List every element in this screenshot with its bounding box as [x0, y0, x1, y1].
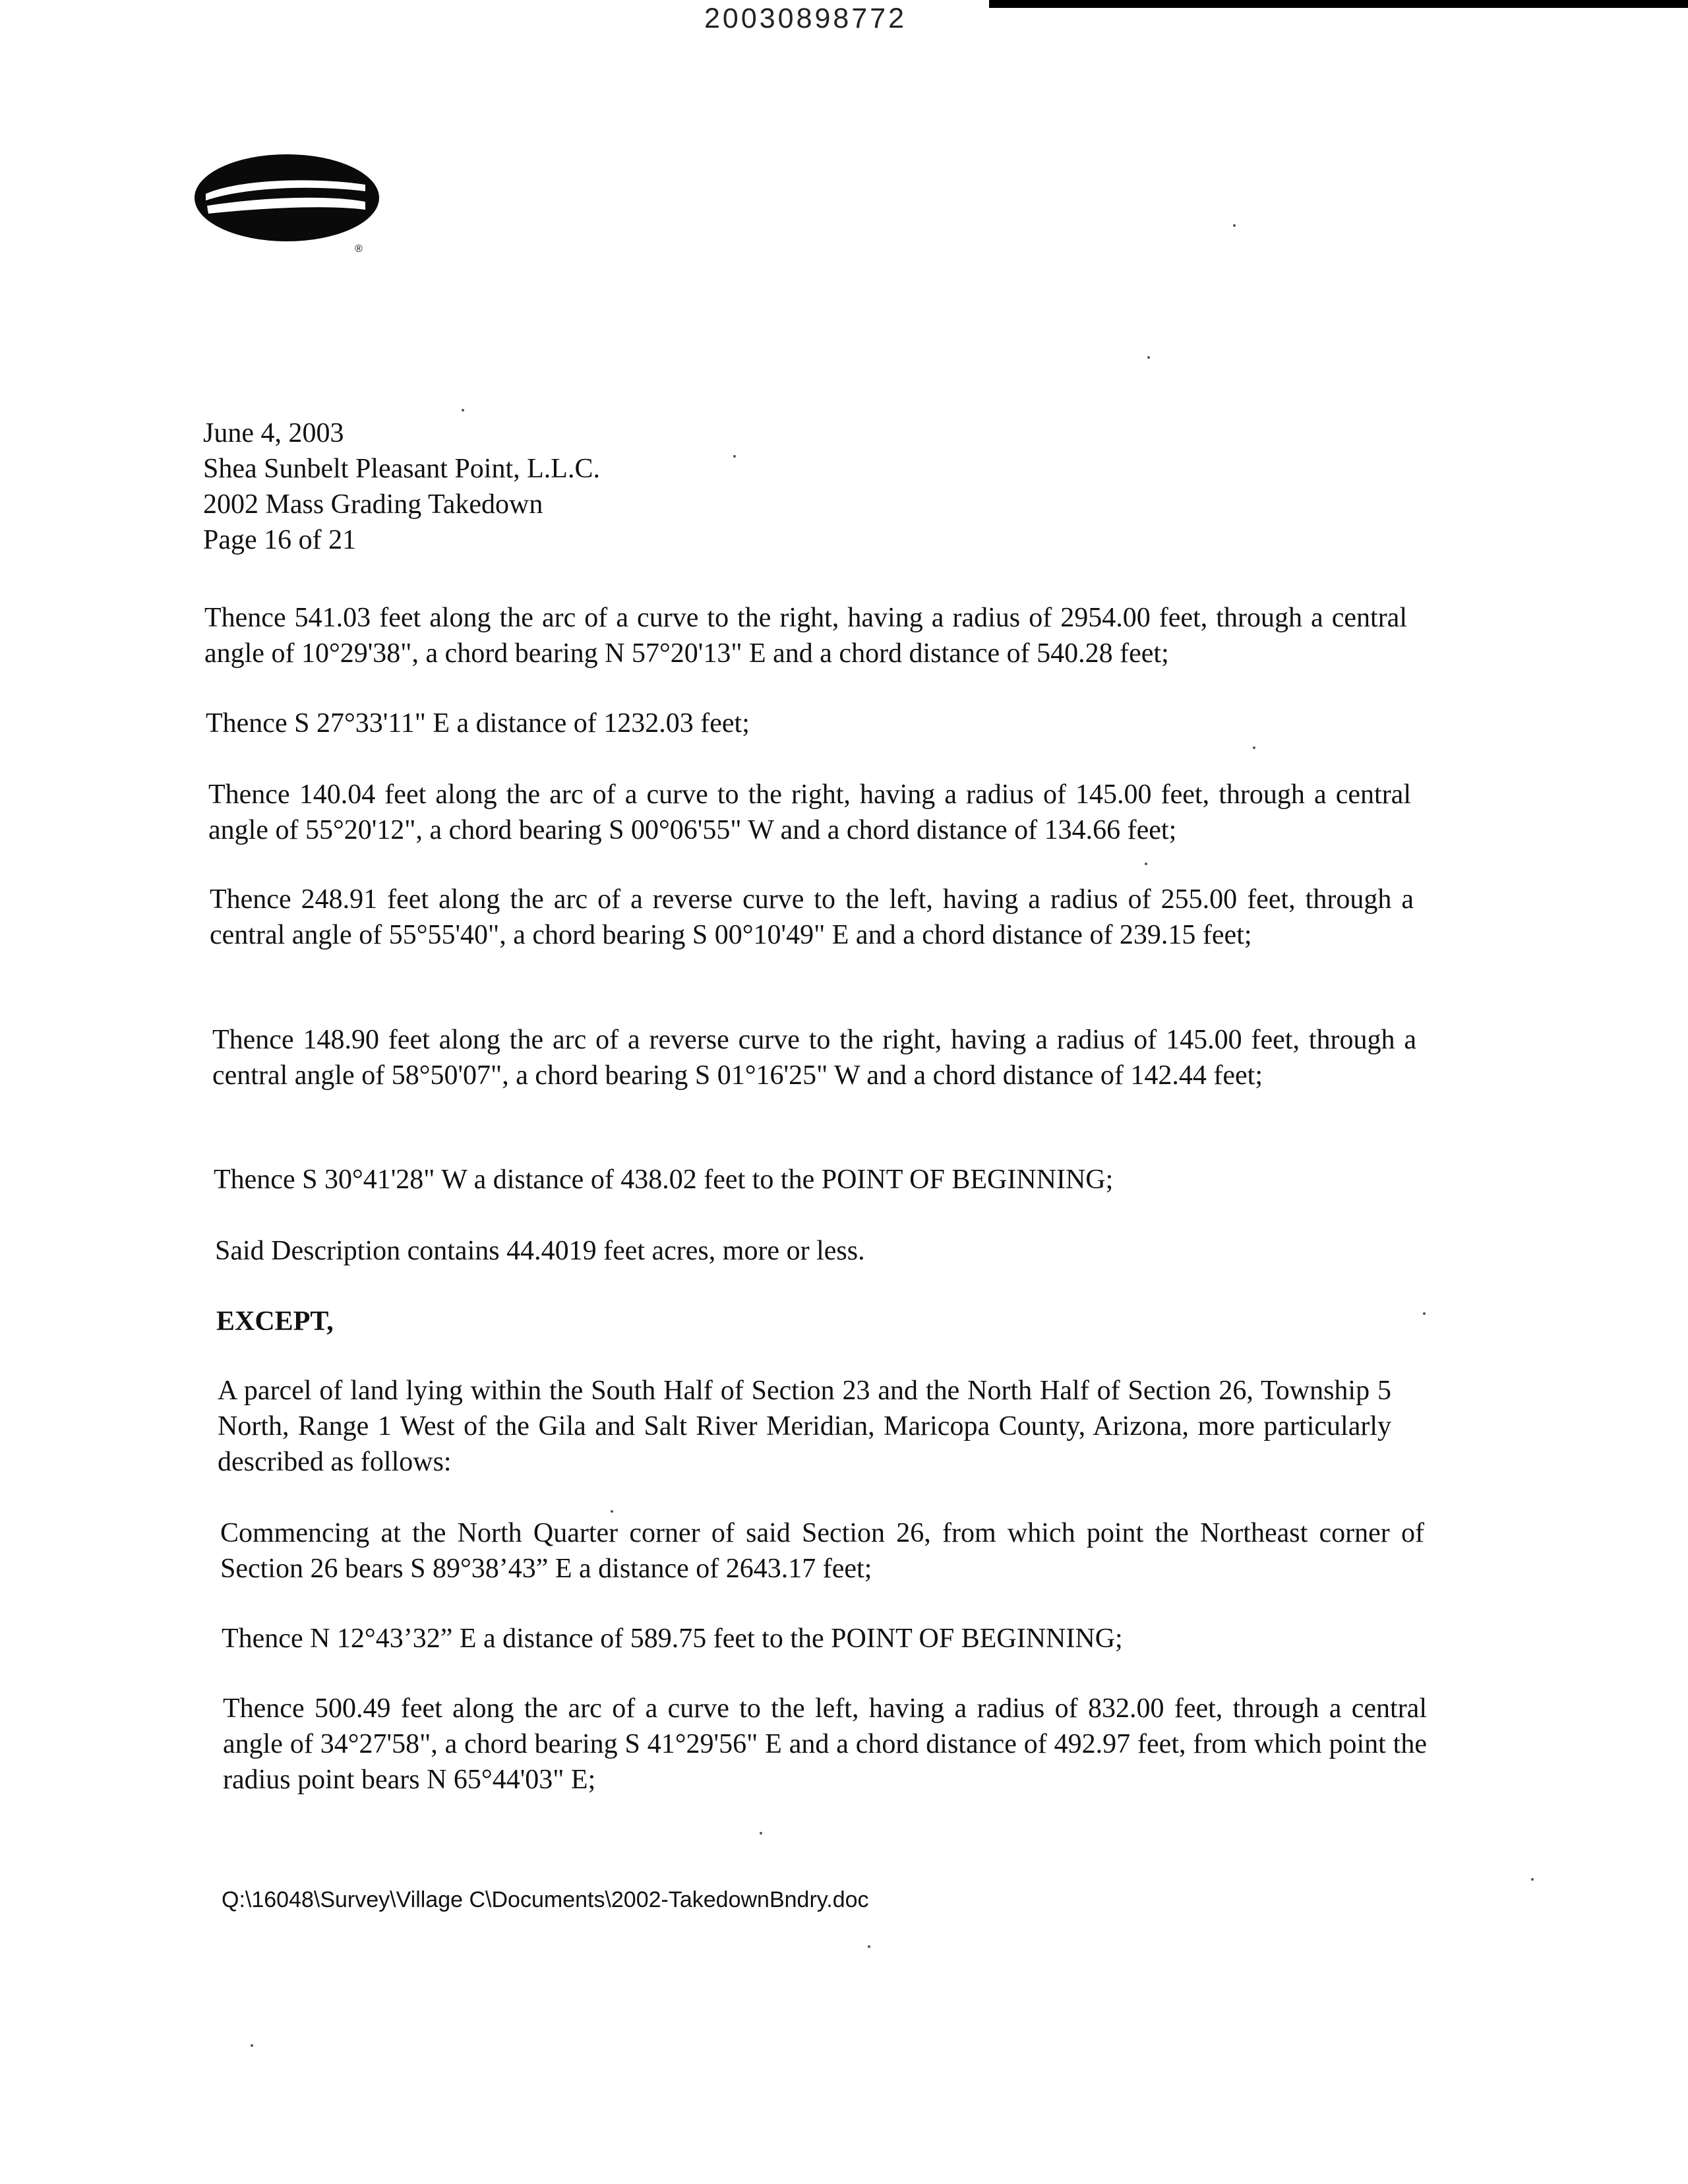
scan-speck [462, 409, 464, 411]
top-edge-bar [989, 0, 1688, 8]
scan-speck [1423, 1312, 1426, 1315]
paragraph-4: Thence 248.91 feet along the arc of a reverse curve to the left, having a radius of 255.00 feet, through a central angle of 55°55'40", a chord bearing S 00°10'49" E and a chord distance of 239.15 feet; [210, 884, 1414, 950]
file-path-footer: Q:\16048\Survey\Village C\Documents\2002-TakedownBndry.doc [222, 1887, 869, 1912]
paragraph-2: Thence S 27°33'11" E a distance of 1232.03 feet; [206, 708, 750, 739]
letter-header [203, 415, 600, 558]
shea-s-logo-icon [193, 153, 390, 257]
document-number: 20030898772 [704, 3, 907, 34]
except-heading: EXCEPT, [216, 1306, 334, 1337]
scan-speck [1147, 356, 1150, 359]
scan-speck [1145, 863, 1147, 865]
paragraph-3: Thence 140.04 feet along the arc of a curve to the right, having a radius of 145.00 feet, through a central angle of 55°20'12", a chord bearing S 00°06'55" W and a chord distance of 134.66 feet; [208, 779, 1411, 845]
header-page: Page 16 of 21 [203, 525, 357, 555]
paragraph-6: Thence S 30°41'28" W a distance of 438.02 feet to the POINT OF BEGINNING; [214, 1165, 1114, 1195]
paragraph-1: Thence 541.03 feet along the arc of a curve to the right, having a radius of 2954.00 feet, through a central angle of 10°29'38", a chord bearing N 57°20'13" E and a chord distance of 540.28 feet; [204, 603, 1407, 669]
paragraph-7: Said Description contains 44.4019 feet acres, more or less. [215, 1236, 865, 1266]
scan-speck [1531, 1878, 1534, 1881]
scan-speck [760, 1832, 762, 1835]
paragraph-5: Thence 148.90 feet along the arc of a reverse curve to the right, having a radius of 145.00 feet, through a central angle of 58°50'07", a chord bearing S 01°16'25" W and a chord distance of 142.44 feet; [212, 1025, 1416, 1091]
scan-speck [1233, 224, 1236, 227]
scan-speck [251, 2044, 253, 2047]
header-project: 2002 Mass Grading Takedown [203, 489, 543, 520]
paragraph-8: A parcel of land lying within the South Half of Section 23 and the North Half of Section 26, Township 5 North, Range 1 West of the Gila and Salt River Meridian, Maricopa County, Arizona, more particularly described as follows: [218, 1376, 1391, 1477]
scan-speck [1253, 746, 1255, 749]
scan-speck [868, 1945, 870, 1948]
header-date: June 4, 2003 [203, 418, 344, 448]
registered-mark: ® [355, 243, 363, 255]
header-company: Shea Sunbelt Pleasant Point, L.L.C. [203, 454, 600, 484]
scan-speck [611, 1510, 613, 1513]
paragraph-9: Commencing at the North Quarter corner of said Section 26, from which point the Northeast corner of Section 26 bears S 89°38’43” E a distance of 2643.17 feet; [220, 1518, 1424, 1584]
paragraph-10: Thence N 12°43’32” E a distance of 589.75 feet to the POINT OF BEGINNING; [222, 1623, 1123, 1654]
paragraph-11: Thence 500.49 feet along the arc of a curve to the left, having a radius of 832.00 feet, through a central angle of 34°27'58", a chord bearing S 41°29'56" E and a chord distance of 492.97 feet, from which point the radius point bears N 65°44'03" E; [223, 1693, 1427, 1795]
scan-speck [733, 455, 736, 458]
